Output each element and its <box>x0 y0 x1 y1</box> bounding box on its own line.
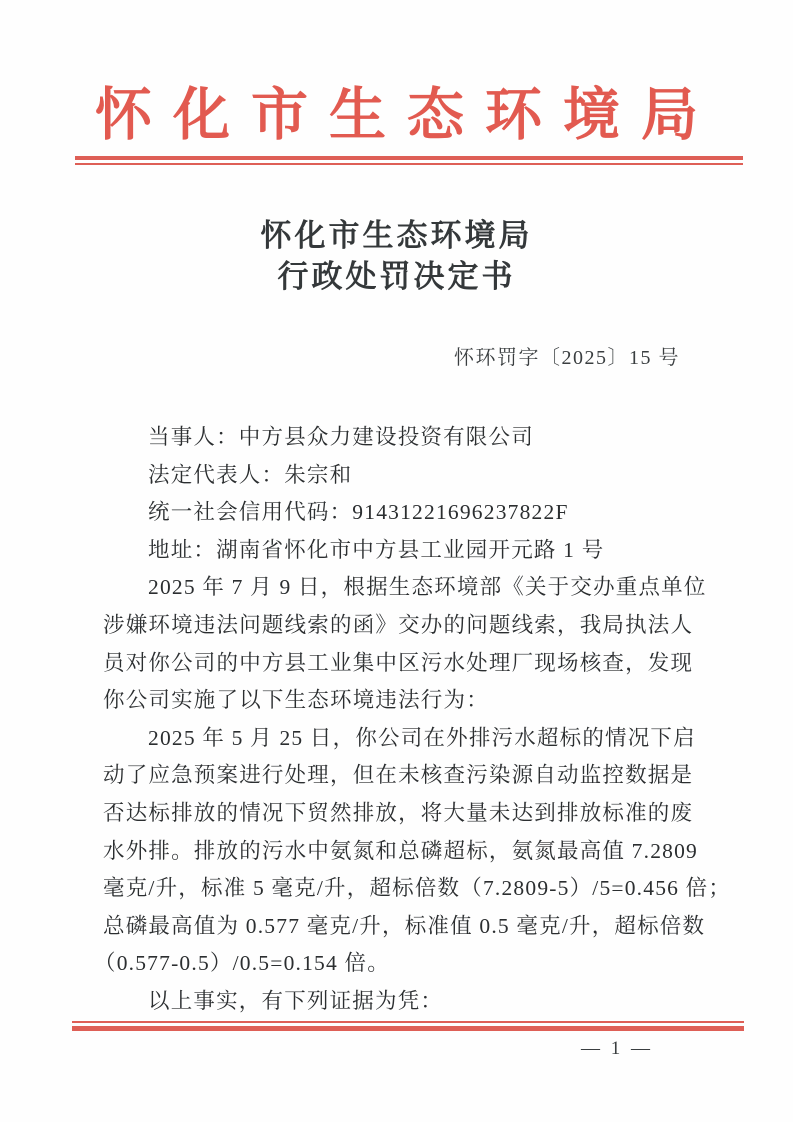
document-title-line2: 行政处罚决定书 <box>277 259 516 294</box>
body-line: 动了应急预案进行处理，但在未核查污染源自动监控数据是 <box>103 763 694 788</box>
footer-rule-thick <box>72 1026 744 1031</box>
footer-double-rule <box>72 1021 744 1031</box>
body-line: 否达标排放的情况下贸然排放，将大量未达到排放标准的废 <box>103 800 694 825</box>
document-body <box>94 419 732 1021</box>
body-line: 员对你公司的中方县工业集中区污水处理厂现场核查，发现 <box>103 650 694 675</box>
body-line-credit-code: 统一社会信用代码：91431221696237822F <box>148 500 569 525</box>
body-line: 毫克/升，标准 5 毫克/升，超标倍数（7.2809-5）/5=0.456 倍； <box>103 876 732 901</box>
body-line: 涉嫌环境违法问题线索的函》交办的问题线索，我局执法人 <box>103 612 694 637</box>
document-title <box>0 215 793 297</box>
body-line: 水外排。排放的污水中氨氮和总磷超标，氨氮最高值 7.2809 <box>103 838 699 863</box>
page-number: — 1 — <box>581 1038 653 1059</box>
body-line-evidence-intro: 以上事实，有下列证据为凭： <box>148 988 444 1013</box>
body-line: 总磷最高值为 0.577 毫克/升，标准值 0.5 毫克/升，超标倍数 <box>103 913 706 938</box>
letterhead-title: 怀化市生态环境局 <box>95 84 719 147</box>
body-line: 你公司实施了以下生态环境违法行为： <box>103 688 489 713</box>
body-line: 2025 年 5 月 25 日，你公司在外排污水超标的情况下启 <box>148 725 696 750</box>
letterhead-rule-thin <box>75 163 743 165</box>
letterhead-double-rule <box>75 156 743 165</box>
document-title-line1: 怀化市生态环境局 <box>260 218 533 253</box>
body-line-legal-rep: 法定代表人：朱宗和 <box>148 462 353 487</box>
body-line-address: 地址：湖南省怀化市中方县工业园开元路 1 号 <box>148 537 605 562</box>
body-line: （0.577-0.5）/0.5=0.154 倍。 <box>94 951 390 976</box>
document-number: 怀环罚字〔2025〕15 号 <box>454 347 680 369</box>
body-line: 2025 年 7 月 9 日，根据生态环境部《关于交办重点单位 <box>148 575 707 600</box>
body-line-party: 当事人：中方县众力建设投资有限公司 <box>148 425 534 449</box>
